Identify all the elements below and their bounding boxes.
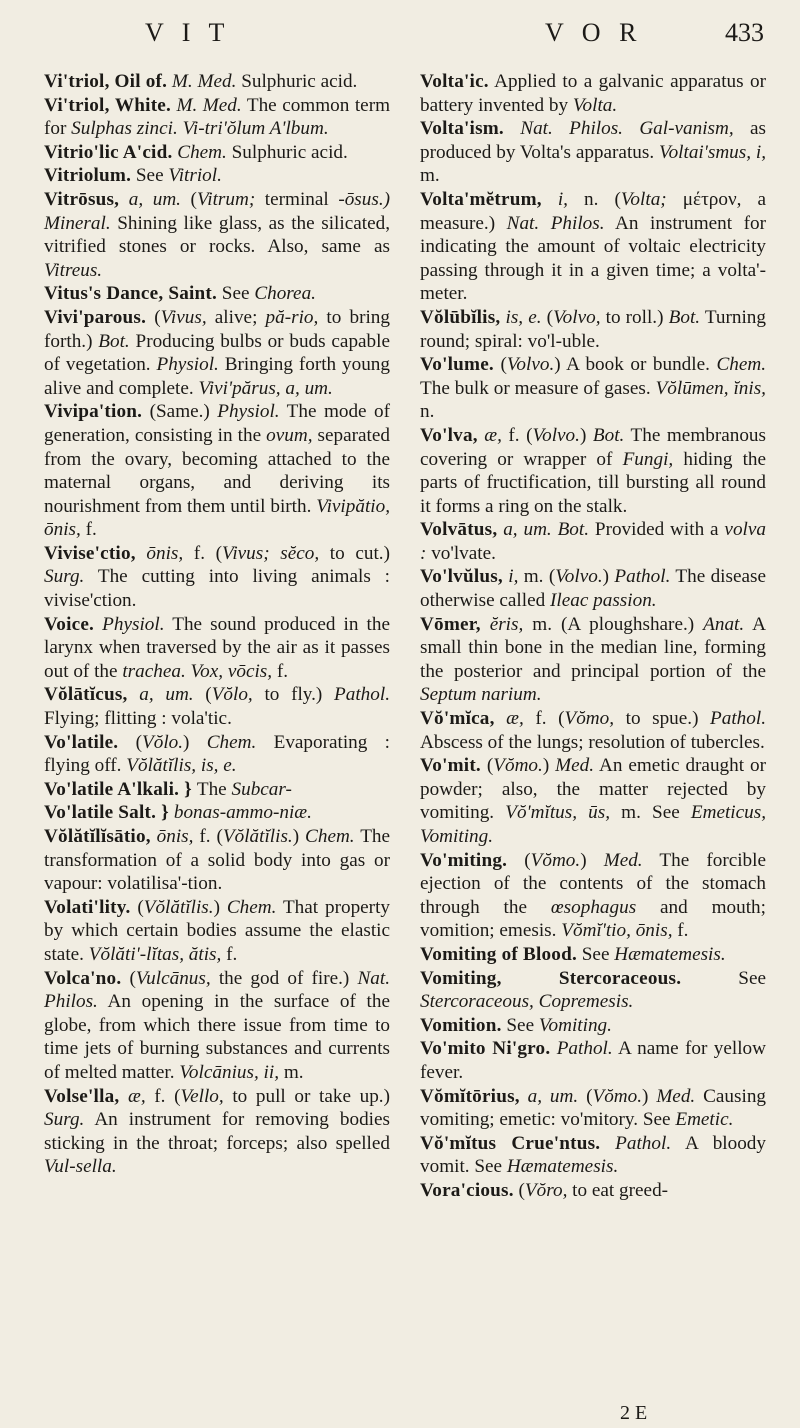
entry-text: ) bbox=[542, 755, 556, 777]
entry-text: Vŏlo, bbox=[211, 684, 253, 706]
entry-headword: Volta'ic. bbox=[420, 71, 489, 92]
entry-text: Vŏmo. bbox=[530, 849, 581, 871]
dictionary-entry bbox=[44, 683, 390, 730]
right-column bbox=[420, 70, 766, 1410]
entry-text: Vivus, bbox=[160, 306, 207, 328]
entry-headword: Vitrōsus, bbox=[44, 188, 120, 210]
entry-text: i, bbox=[541, 188, 568, 210]
entry-text: Vello, bbox=[180, 1085, 224, 1107]
entry-text: ( bbox=[121, 967, 136, 989]
entry-text: The bbox=[196, 778, 232, 800]
entry-text: Vŏ'mĭtus, ūs, bbox=[505, 802, 611, 824]
entry-text: Voltai'smus, i, bbox=[658, 141, 767, 163]
dictionary-entry bbox=[44, 188, 390, 282]
dictionary-entry bbox=[420, 754, 766, 848]
entry-text: ovum, bbox=[266, 424, 313, 446]
entry-text: i, bbox=[502, 566, 519, 588]
entry-text: Physiol. bbox=[156, 354, 219, 376]
dictionary-entry bbox=[420, 117, 766, 188]
entry-text: The forcible ejection of the contents of the stomach through the bbox=[420, 849, 766, 918]
entry-text: Causing vomiting; emetic: vo'mitory. See bbox=[420, 1085, 767, 1131]
entry-text: hiding the parts of fructification, till bursting all round it forms a ring on the stalk. bbox=[420, 448, 767, 517]
dictionary-entry bbox=[44, 70, 390, 94]
entry-headword: Vōmer, bbox=[420, 613, 481, 635]
entry-text: Vomiting. bbox=[538, 1014, 612, 1036]
entry-text: f. ( bbox=[523, 708, 565, 730]
dictionary-entry bbox=[420, 565, 766, 612]
entry-text: ) bbox=[292, 826, 306, 847]
entry-text: a, um. bbox=[127, 684, 194, 706]
entry-text: An opening in the surface of the globe, from which there issue from time to time jets of burning substances and currents of melted matter. bbox=[44, 991, 390, 1083]
entry-text: ( bbox=[507, 849, 531, 871]
entry-text: f. bbox=[80, 519, 97, 541]
entry-headword: Vivise'ctio, bbox=[44, 542, 136, 564]
entry-text: ōnis, bbox=[135, 542, 184, 564]
entry-text: Vitriol. bbox=[168, 165, 222, 187]
entry-text: m. bbox=[279, 1061, 304, 1083]
entry-headword: Vo'lva, bbox=[420, 424, 478, 446]
entry-headword: Vi'triol, Oil of. bbox=[44, 71, 168, 92]
entry-headword: Vŏmĭtōrius, bbox=[420, 1085, 520, 1107]
entry-text: ) bbox=[602, 566, 615, 588]
entry-headword: Voice. bbox=[44, 613, 95, 635]
entry-headword: Vomiting, Stercoraceous. bbox=[420, 967, 682, 989]
entry-text: The mode of generation, consisting in the bbox=[44, 401, 390, 446]
entry-text: ( bbox=[118, 731, 142, 753]
entry-text: See bbox=[217, 283, 255, 305]
entry-text: the god of fire.) bbox=[210, 967, 358, 989]
entry-text: trachea. Vox, vōcis, bbox=[122, 660, 273, 682]
dictionary-entry bbox=[420, 967, 766, 1014]
entry-text: f. bbox=[272, 660, 289, 682]
dictionary-entry bbox=[420, 943, 766, 967]
entry-text: a, um. Bot. bbox=[497, 519, 590, 541]
entry-headword: Vomition. bbox=[420, 1014, 502, 1036]
entry-text: See bbox=[131, 165, 169, 187]
entry-text: Volvo, bbox=[553, 306, 601, 328]
entry-text: Vŏlăti'-lĭtas, ătis, bbox=[88, 943, 222, 965]
entry-headword: Volvātus, bbox=[420, 519, 498, 541]
entry-text: ) A book or bundle. bbox=[554, 354, 717, 376]
entry-text: as produced by Volta's apparatus. bbox=[420, 118, 766, 163]
entry-text: Bot. bbox=[98, 330, 130, 352]
entry-headword: Volca'no. bbox=[44, 967, 122, 989]
entry-text: vo'lvate. bbox=[426, 542, 496, 564]
entry-text: Stercoraceous, Copremesis. bbox=[420, 991, 634, 1013]
entry-headword: Vi'triol, White. bbox=[44, 94, 172, 116]
entry-text: Vulcānus, bbox=[135, 967, 211, 989]
entry-headword: Vitrio'lic A'cid. bbox=[44, 141, 173, 163]
entry-text: Vŏro, bbox=[524, 1179, 568, 1201]
entry-text: A small thin bone in the median line, forming the posterior and principal portion of the bbox=[420, 613, 766, 682]
entry-text: Bringing forth young alive and complete. bbox=[44, 354, 390, 399]
entry-text: ( bbox=[513, 1179, 525, 1201]
entry-headword: Volta'mĕtrum, bbox=[420, 188, 542, 210]
entry-text: to pull or take up.) bbox=[223, 1085, 390, 1107]
entry-text: M. Med. bbox=[167, 71, 237, 92]
entry-text: Nat. Philos. bbox=[44, 967, 390, 1013]
dictionary-entry bbox=[44, 306, 390, 400]
entry-text: f. ( bbox=[145, 1085, 181, 1107]
entry-text: The membranous covering or wrapper of bbox=[420, 424, 766, 470]
entry-text: Volvo. bbox=[555, 566, 603, 588]
entry-text: A name for yellow fever. bbox=[420, 1038, 766, 1083]
entry-text: Pathol. bbox=[614, 566, 671, 588]
dictionary-entry bbox=[44, 825, 390, 896]
entry-text: Volta. bbox=[572, 94, 618, 116]
entry-text: Vŏlūmen, ĭnis, bbox=[655, 377, 766, 399]
dictionary-entry bbox=[420, 306, 766, 353]
entry-headword: Vivi'parous. bbox=[44, 306, 147, 328]
entry-text: Med. bbox=[555, 755, 595, 777]
entry-headword: Vo'latile A'lkali. } bbox=[44, 778, 197, 800]
entry-headword: Vomiting of Blood. bbox=[420, 943, 577, 965]
entry-text: The bulk or measure of gases. bbox=[420, 377, 656, 399]
entry-text: and mouth; vomition; emesis. bbox=[420, 896, 766, 942]
entry-text: ) bbox=[183, 731, 207, 753]
entry-text: Anat. bbox=[703, 613, 745, 635]
entry-text: See bbox=[681, 967, 766, 989]
entry-text: M. Med. bbox=[171, 94, 242, 116]
entry-text: Flying; flitting : vola'tic. bbox=[44, 708, 232, 730]
dictionary-entry bbox=[420, 70, 766, 117]
entry-text: Pathol. bbox=[710, 708, 766, 730]
entry-text: Abscess of the lungs; resolution of tubercles. bbox=[420, 731, 765, 753]
dictionary-entry bbox=[420, 613, 766, 707]
entry-text: Vivi'părus, a, um. bbox=[198, 377, 333, 399]
entry-text: Subcar- bbox=[231, 778, 292, 800]
entry-text: Med. bbox=[603, 849, 643, 871]
entry-text: m. ( bbox=[518, 566, 556, 588]
dictionary-entry bbox=[44, 94, 390, 141]
entry-text: Vivipătio, ōnis, bbox=[44, 495, 390, 541]
entry-headword: Vo'mit. bbox=[420, 755, 481, 777]
entry-text: Surg. bbox=[44, 566, 85, 588]
entry-text: Sulphuric acid. bbox=[226, 141, 348, 163]
dictionary-entry bbox=[44, 731, 390, 778]
dictionary-entry bbox=[44, 164, 390, 188]
entry-text: Emeticus, Vomiting. bbox=[420, 802, 767, 847]
entry-text: Med. bbox=[656, 1085, 696, 1107]
entry-headword: Vitriolum. bbox=[44, 165, 132, 187]
entry-text: ( bbox=[493, 354, 507, 376]
entry-text: ) bbox=[642, 1085, 657, 1107]
entry-text: Septum narium. bbox=[420, 684, 542, 706]
entry-text: Vul-sella. bbox=[44, 1156, 117, 1178]
entry-text: Hæmatemesis. bbox=[506, 1156, 619, 1178]
entry-text: f. bbox=[221, 943, 238, 965]
entry-text: Physiol. bbox=[217, 401, 280, 423]
entry-headword: Volta'ism. bbox=[420, 118, 504, 140]
entry-headword: Volati'lity. bbox=[44, 896, 131, 918]
entry-text: A bloody vomit. See bbox=[420, 1132, 766, 1178]
entry-headword: Vo'miting. bbox=[420, 849, 508, 871]
entry-text: Vivus; sĕco, bbox=[222, 542, 320, 564]
entry-text: See bbox=[576, 943, 615, 965]
dictionary-entry bbox=[420, 707, 766, 754]
entry-text: Hæmatemesis. bbox=[614, 943, 726, 965]
entry-text: n. ( bbox=[567, 188, 621, 210]
entry-text: The common term for bbox=[44, 94, 391, 140]
entry-text: æ, bbox=[494, 708, 524, 730]
entry-text: See bbox=[501, 1014, 539, 1036]
entry-text: The transformation of a solid body into gas or vapour: volatilisa'-tion. bbox=[44, 826, 391, 895]
entry-text: Applied to a galvanic apparatus or battery invented by bbox=[420, 71, 766, 116]
dictionary-entry bbox=[420, 1085, 766, 1132]
entry-text: m. bbox=[420, 165, 440, 187]
entry-text: ) bbox=[579, 424, 593, 446]
entry-text: Evaporating : flying off. bbox=[44, 731, 390, 777]
entry-text: Chem. bbox=[716, 354, 766, 376]
entry-text: Volta; bbox=[620, 188, 667, 210]
entry-text: æ, bbox=[119, 1085, 146, 1107]
entry-text: f. ( bbox=[193, 826, 223, 847]
running-head-right: V O R bbox=[545, 18, 643, 47]
entry-text: Emetic. bbox=[675, 1109, 734, 1131]
entry-text: is, e. bbox=[500, 306, 542, 328]
entry-text: ( bbox=[146, 306, 161, 328]
entry-text: Producing bulbs or buds capable of vegetation. bbox=[44, 330, 390, 376]
entry-headword: Vŏlătĭlĭsātio, bbox=[44, 826, 151, 847]
entry-text: The cutting into living animals : vivise'ction. bbox=[44, 566, 390, 612]
entry-text: n. bbox=[420, 401, 435, 423]
entry-text: Volvo. bbox=[532, 424, 580, 446]
entry-headword: Vŏ'mĭtus Crue'ntus. bbox=[420, 1132, 601, 1154]
dictionary-entry bbox=[420, 1132, 766, 1179]
entry-text: Fungi, bbox=[622, 448, 674, 470]
entry-text: a, um. bbox=[519, 1085, 579, 1107]
entry-text: Vŏlo. bbox=[142, 731, 184, 753]
dictionary-entry bbox=[420, 518, 766, 565]
entry-text: Chorea. bbox=[254, 283, 316, 305]
entry-text: to cut.) bbox=[319, 542, 390, 564]
entry-text: volva : bbox=[420, 519, 766, 564]
entry-text: bonas-ammo-niæ. bbox=[173, 802, 312, 824]
entry-headword: Vŏ'mĭca, bbox=[420, 708, 495, 730]
dictionary-entry bbox=[44, 141, 390, 165]
entry-text: ( bbox=[193, 684, 212, 706]
entry-text: Provided with a bbox=[589, 519, 725, 541]
entry-text: ) bbox=[580, 849, 604, 871]
dictionary-entry bbox=[44, 801, 390, 825]
dictionary-entry bbox=[44, 1085, 390, 1179]
dictionary-entry bbox=[420, 353, 766, 424]
entry-text: Bot. bbox=[668, 306, 701, 328]
dictionary-entry bbox=[420, 1179, 766, 1203]
entry-headword: Vo'latile Salt. } bbox=[44, 802, 174, 824]
dictionary-entry bbox=[44, 613, 390, 684]
entry-text: f. ( bbox=[183, 542, 223, 564]
entry-text: Nat. Philos. Gal-vanism, bbox=[503, 118, 734, 140]
printer-signature: 2 E bbox=[620, 1402, 648, 1424]
entry-headword: Vŏlātĭcus, bbox=[44, 684, 128, 706]
entry-text: ( bbox=[480, 755, 494, 777]
dictionary-entry bbox=[44, 896, 390, 967]
entry-headword: Vŏlūbĭlis, bbox=[420, 306, 501, 328]
entry-text: œsophagus bbox=[550, 896, 637, 918]
dictionary-entry bbox=[420, 188, 766, 306]
entry-text: Turning round; spiral: vo'l-uble. bbox=[420, 306, 766, 352]
entry-headword: Vitus's Dance, Saint. bbox=[44, 283, 217, 305]
entry-text: Pathol. bbox=[600, 1132, 672, 1154]
running-header bbox=[0, 18, 800, 58]
entry-text: Physiol. bbox=[94, 613, 165, 635]
entry-headword: Vo'lume. bbox=[420, 354, 494, 376]
entry-text: Sulphas zinci. Vi-tri'ŏlum A'lbum. bbox=[71, 118, 329, 140]
entry-text: Vŏlătĭlis, is, e. bbox=[126, 755, 237, 777]
entry-text: f. bbox=[672, 920, 689, 942]
entry-headword: Vivipa'tion. bbox=[44, 401, 143, 423]
dictionary-entry bbox=[44, 542, 390, 613]
dictionary-entry bbox=[420, 1037, 766, 1084]
entry-text: ĕris, bbox=[480, 613, 524, 635]
dictionary-entry bbox=[420, 1014, 766, 1038]
dictionary-entry bbox=[420, 849, 766, 943]
entry-text: ( bbox=[578, 1085, 593, 1107]
entry-text: -ōsus.) Mineral. bbox=[44, 188, 391, 234]
entry-text: The sound produced in the larynx when traversed by the air as it passes out of the bbox=[44, 613, 390, 682]
entry-text: The disease otherwise called bbox=[420, 566, 766, 612]
entry-text: f. ( bbox=[501, 424, 533, 446]
left-column bbox=[44, 70, 390, 1410]
entry-text: separated from the ovary, becoming attached to the maternal organs, and deriving its nourishment from them until birth. bbox=[44, 424, 390, 517]
entry-text: Nat. Philos. bbox=[506, 212, 605, 234]
entry-text: to spue.) bbox=[614, 708, 711, 730]
entry-text: to eat greed- bbox=[567, 1179, 669, 1201]
entry-text: Pathol. bbox=[550, 1038, 613, 1060]
dictionary-entry bbox=[44, 400, 390, 542]
entry-text: Vŏmo. bbox=[592, 1085, 643, 1107]
entry-text: Surg. bbox=[44, 1109, 85, 1131]
entry-text: ōnis, bbox=[150, 826, 194, 847]
entry-text: An instrument for removing bodies sticking in the throat; forceps; also spelled bbox=[44, 1109, 390, 1154]
dictionary-entry bbox=[44, 778, 390, 802]
dictionary-entry bbox=[44, 282, 390, 306]
entry-headword: Vora'cious. bbox=[420, 1179, 514, 1201]
entry-text: m. See bbox=[610, 802, 691, 824]
entry-text: Chem. bbox=[305, 826, 355, 847]
entry-text: Vitrum; bbox=[196, 188, 256, 210]
entry-text: m. (A ploughshare.) bbox=[523, 613, 704, 635]
entry-text: Sulphuric acid. bbox=[236, 71, 358, 92]
entry-text: Chem. bbox=[206, 731, 257, 753]
page-number: 433 bbox=[725, 18, 764, 47]
entry-text: ( bbox=[180, 188, 197, 210]
entry-text: μέτρον, a measure.) bbox=[420, 188, 766, 234]
entry-text: Ileac passion. bbox=[550, 590, 657, 612]
dictionary-columns bbox=[44, 70, 766, 1410]
entry-text: to roll.) bbox=[600, 306, 669, 328]
dictionary-entry bbox=[420, 424, 766, 518]
entry-text: Vŏlătĭlis. bbox=[143, 896, 214, 918]
running-head-left: V I T bbox=[145, 18, 231, 47]
entry-text: ( bbox=[541, 306, 554, 328]
entry-text: An emetic draught or powder; also, the matter rejected by vomiting. bbox=[420, 755, 766, 824]
entry-text: to fly.) bbox=[252, 684, 335, 706]
entry-text: Vŏlătĭlis. bbox=[222, 826, 293, 847]
entry-text: Volcānius, ii, bbox=[179, 1061, 280, 1083]
entry-text: Vŏmĭ'tio, ōnis, bbox=[561, 920, 673, 942]
entry-text: Bot. bbox=[592, 424, 625, 446]
dictionary-entry bbox=[44, 967, 390, 1085]
entry-text: to bring forth.) bbox=[44, 306, 390, 352]
entry-text: Chem. bbox=[172, 141, 227, 163]
entry-text: Shining like glass, as the silicated, vitrified stones or rocks. Also, same as bbox=[44, 212, 390, 258]
entry-headword: Vo'mito Ni'gro. bbox=[420, 1038, 551, 1060]
entry-text: Vŏmo. bbox=[493, 755, 543, 777]
entry-text: Vitreus. bbox=[44, 259, 103, 281]
entry-text: alive; bbox=[206, 306, 266, 328]
entry-text: ( bbox=[130, 896, 144, 918]
entry-text: Chem. bbox=[226, 896, 277, 918]
entry-text: An instrument for indicating the amount of voltaic electricity passing through it in a given time; a volta'-meter. bbox=[420, 212, 766, 305]
entry-text: æ, bbox=[477, 424, 502, 446]
entry-text: That property by which certain bodies assume the elastic state. bbox=[44, 896, 390, 965]
entry-headword: Volse'lla, bbox=[44, 1085, 120, 1107]
entry-headword: Vo'latile. bbox=[44, 731, 119, 753]
entry-text: Volvo. bbox=[506, 354, 555, 376]
entry-text: (Same.) bbox=[142, 401, 218, 423]
entry-text: pă-rio, bbox=[265, 306, 319, 328]
entry-text: Vŏmo, bbox=[564, 708, 615, 730]
entry-text: terminal bbox=[255, 188, 339, 210]
entry-text: a, um. bbox=[119, 188, 181, 210]
entry-text: Pathol. bbox=[334, 684, 390, 706]
entry-headword: Vo'lvŭlus, bbox=[420, 566, 503, 588]
entry-text: ) bbox=[213, 896, 227, 918]
